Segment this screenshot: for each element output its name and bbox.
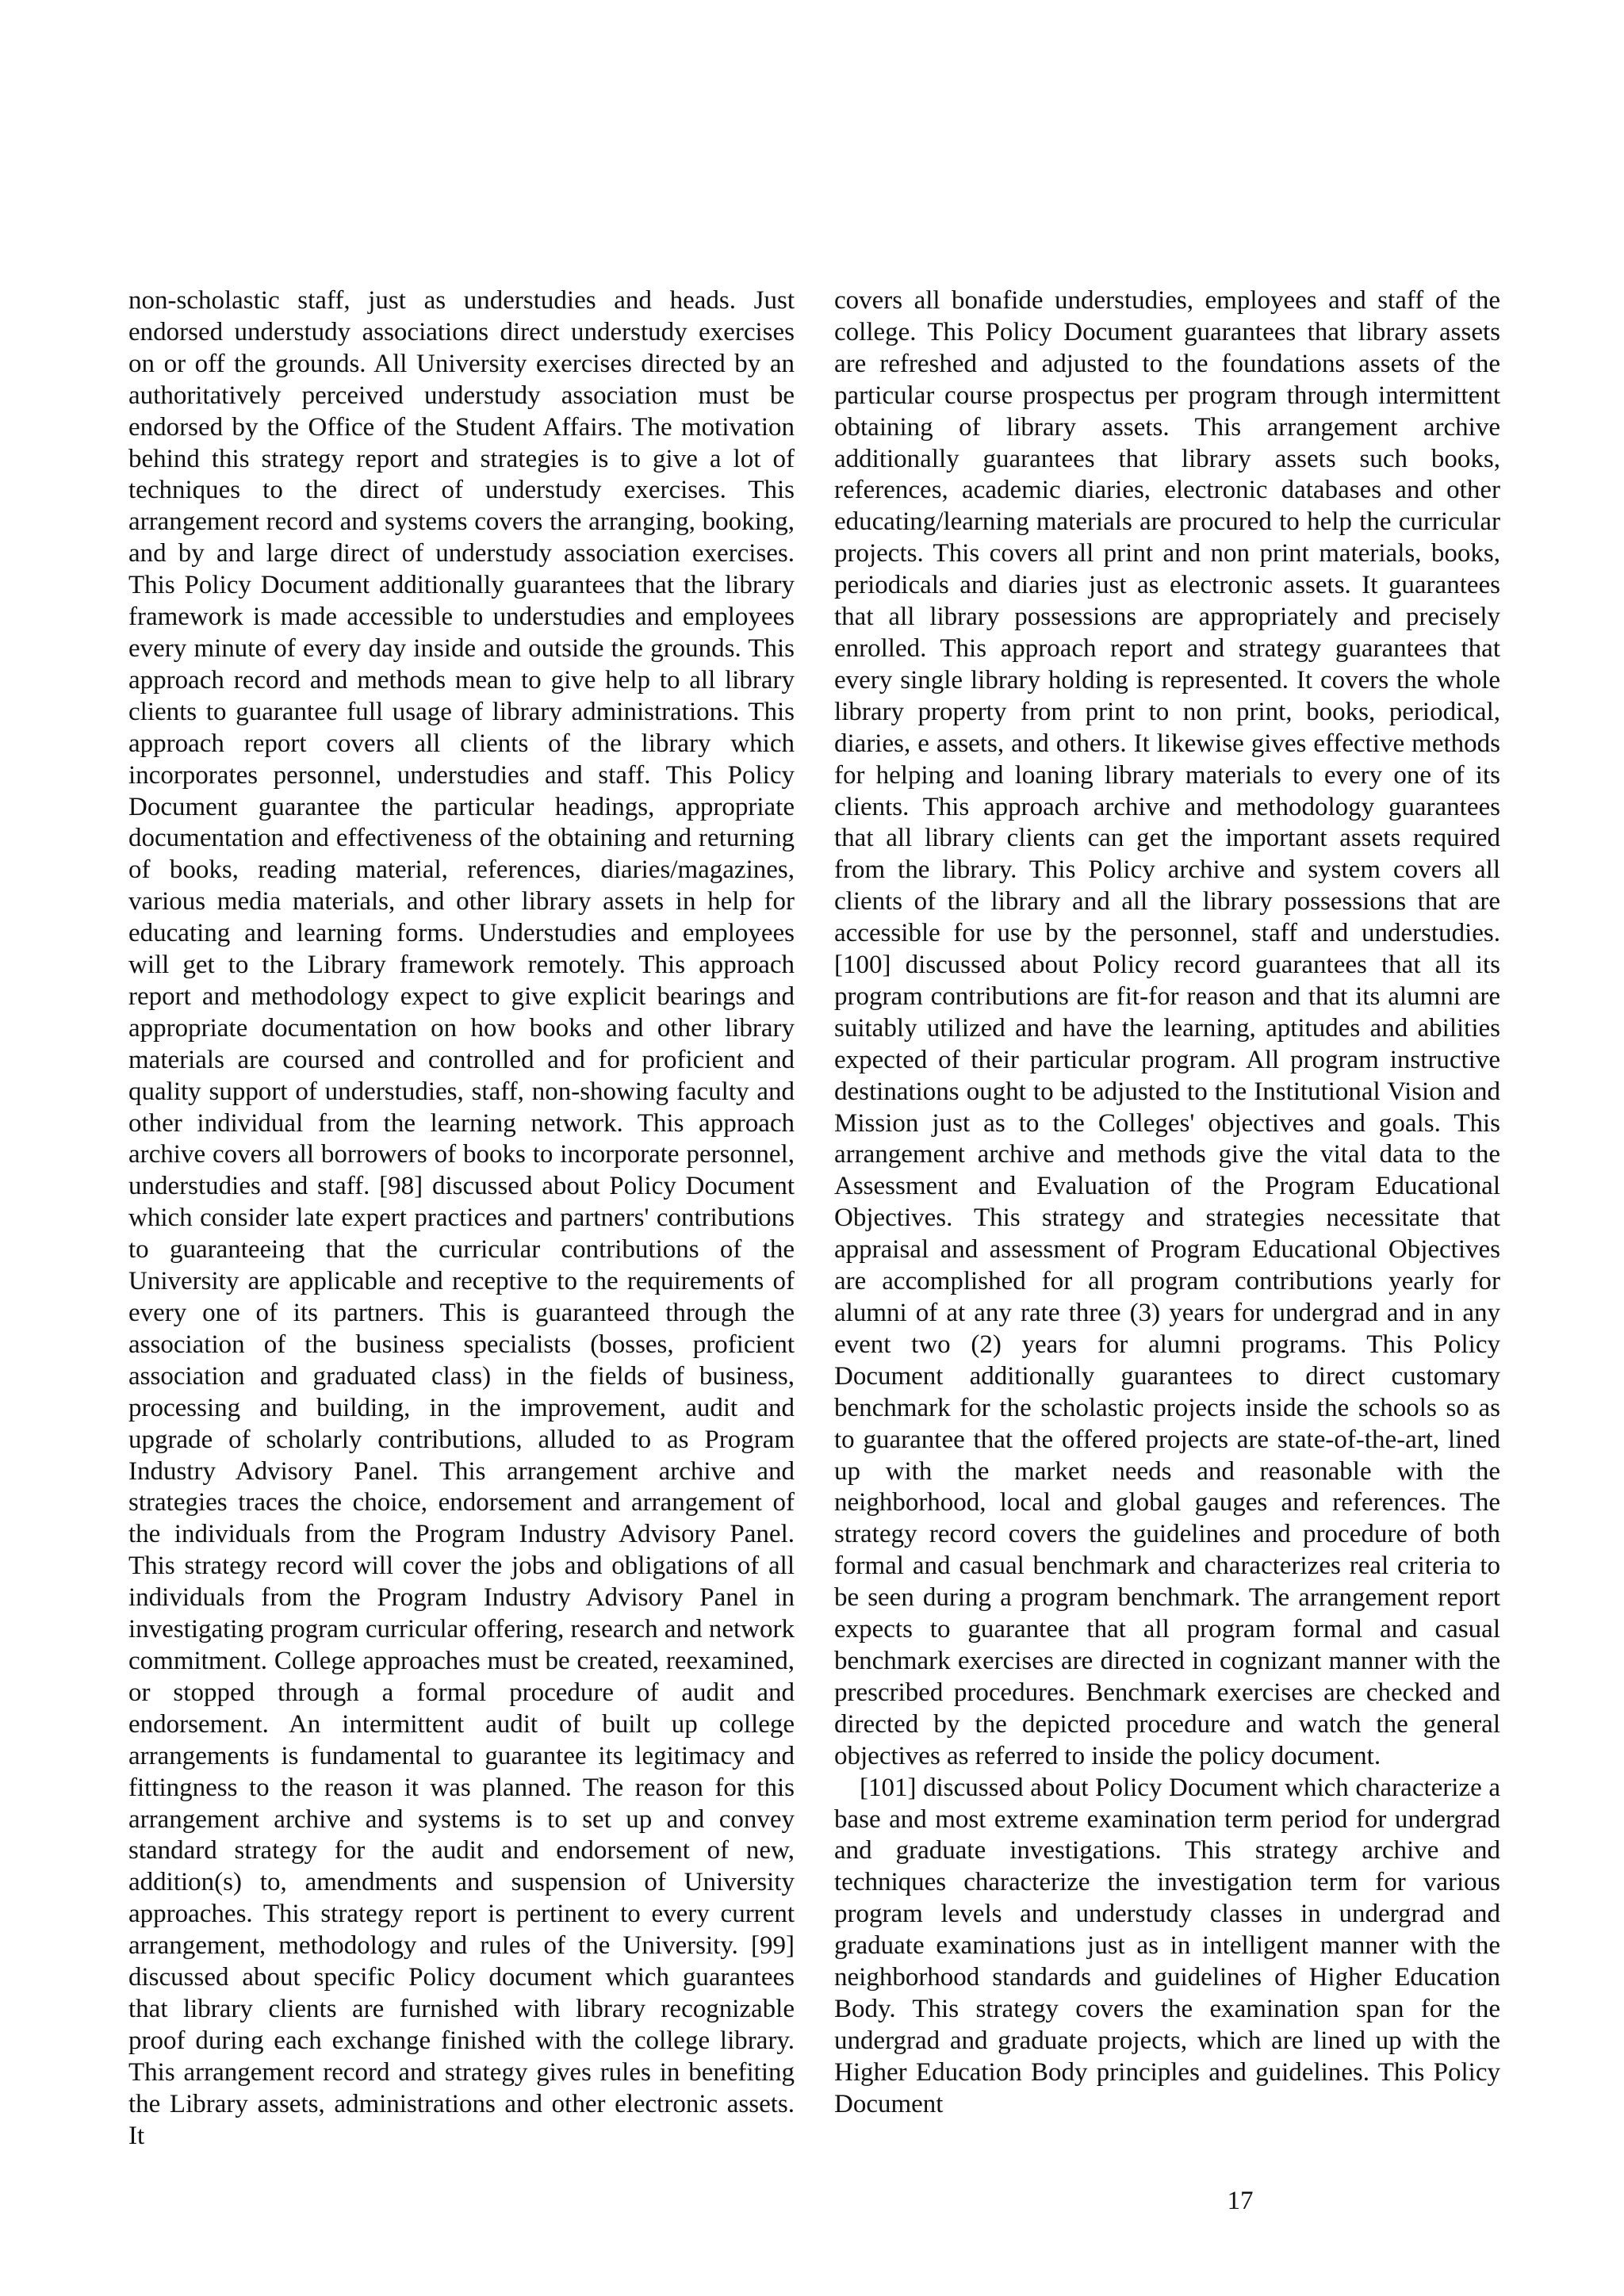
body-paragraph: covers all bonafide understudies, employees and staff of the college. This Policy Document guarantees that library assets are refreshed and adjusted to the foundations assets of the particular course prospectus per program through intermittent obtaining of library assets. This arrangement archive additionally guarantees that library assets such books, references, academic diaries, electronic databases and other educating/learning materials are procured to help the curricular projects. This covers all print and non print materials, books, periodicals and diaries just as electronic assets. It guarantees that all library possessions are appropriately and precisely enrolled. This approach report and strategy guarantees that every single library holding is represented. It covers the whole library property from print to non print, books, periodical, diaries, e assets, and others. It likewise gives effective methods for helping and loaning library materials to every one of its clients. This approach archive and methodology guarantees that all library clients can get the important assets required from the library. This Policy archive and system covers all clients of the library and all the library possessions that are accessible for use by the personnel, staff and understudies. [100] discussed about Policy record guarantees that all its program contributions are fit-for reason and that its alumni are suitably utilized and have the learning, aptitudes and abilities expected of their particular program. All program instructive destinations ought to be adjusted to the Institutional Vision and Mission just as to the Colleges' objectives and goals. This arrangement archive and methods give the vital data to the Assessment and Evaluation of the Program Educational Objectives. This strategy and strategies necessitate that appraisal and assessment of Program Educational Objectives are accomplished for all program contributions yearly for alumni of at any rate three (3) years for undergrad and in any event two (2) years for alumni programs. This Policy Document additionally guarantees to direct customary benchmark for the scholastic projects inside the schools so as to guarantee that the offered projects are state-of-the-art, lined up with the market needs and reasonable with the neighborhood, local and global gauges and references. The strategy record covers the guidelines and procedure of both formal and casual benchmark and characterizes real criteria to be seen during a program benchmark. The arrangement report expects to guarantee that all program formal and casual benchmark exercises are directed in cognizant manner with the prescribed procedures. Benchmark exercises are checked and directed by the depicted procedure and watch the general objectives as referred to inside the policy document. (834, 286, 1500, 1770)
body-paragraph: [101] discussed about Policy Document which characterize a base and most extreme examination term period for undergrad and graduate investigations. This strategy archive and techniques characterize the investigation term for various program levels and understudy classes in undergrad and graduate examinations just as in intelligent manner with the neighborhood standards and guidelines of Higher Education Body. This strategy covers the examination span for the undergrad and graduate projects, which are lined up with the Higher Education Body principles and guidelines. This Policy Document (834, 1773, 1500, 2118)
left-text-column (128, 285, 795, 2152)
right-text-column (834, 285, 1500, 2121)
page-number: 17 (1227, 2187, 1254, 2215)
body-paragraph: non-scholastic staff, just as understudies and heads. Just endorsed understudy associations direct understudy exercises on or off the grounds. All University exercises directed by an authoritatively perceived understudy association must be endorsed by the Office of the Student Affairs. The motivation behind this strategy report and strategies is to give a lot of techniques to the direct of understudy exercises. This arrangement record and systems covers the arranging, booking, and by and large direct of understudy association exercises. This Policy Document additionally guarantees that the library framework is made accessible to understudies and employees every minute of every day inside and outside the grounds. This approach record and methods mean to give help to all library clients to guarantee full usage of library administrations. This approach report covers all clients of the library which incorporates personnel, understudies and staff. This Policy Document guarantee the particular headings, appropriate documentation and effectiveness of the obtaining and returning of books, reading material, references, diaries/magazines, various media materials, and other library assets in help for educating and learning forms. Understudies and employees will get to the Library framework remotely. This approach report and methodology expect to give explicit bearings and appropriate documentation on how books and other library materials are coursed and controlled and for proficient and quality support of understudies, staff, non-showing faculty and other individual from the learning network. This approach archive covers all borrowers of books to incorporate personnel, understudies and staff. [98] discussed about Policy Document which consider late expert practices and partners' contributions to guaranteeing that the curricular contributions of the University are applicable and receptive to the requirements of every one of its partners. This is guaranteed through the association of the business specialists (bosses, proficient association and graduated class) in the fields of business, processing and building, in the improvement, audit and upgrade of scholarly contributions, alluded to as Program Industry Advisory Panel. This arrangement archive and strategies traces the choice, endorsement and arrangement of the individuals from the Program Industry Advisory Panel. This strategy record will cover the jobs and obligations of all individuals from the Program Industry Advisory Panel in investigating program curricular offering, research and network commitment. College approaches must be created, reexamined, or stopped through a formal procedure of audit and endorsement. An intermittent audit of built up college arrangements is fundamental to guarantee its legitimacy and fittingness to the reason it was planned. The reason for this arrangement archive and systems is to set up and convey standard strategy for the audit and endorsement of new, addition(s) to, amendments and suspension of University approaches. This strategy report is pertinent to every current arrangement, methodology and rules of the University. [99] discussed about specific Policy document which guarantees that library clients are furnished with library recognizable proof during each exchange finished with the college library. This arrangement record and strategy gives rules in benefiting the Library assets, administrations and other electronic assets. It (128, 286, 795, 2150)
